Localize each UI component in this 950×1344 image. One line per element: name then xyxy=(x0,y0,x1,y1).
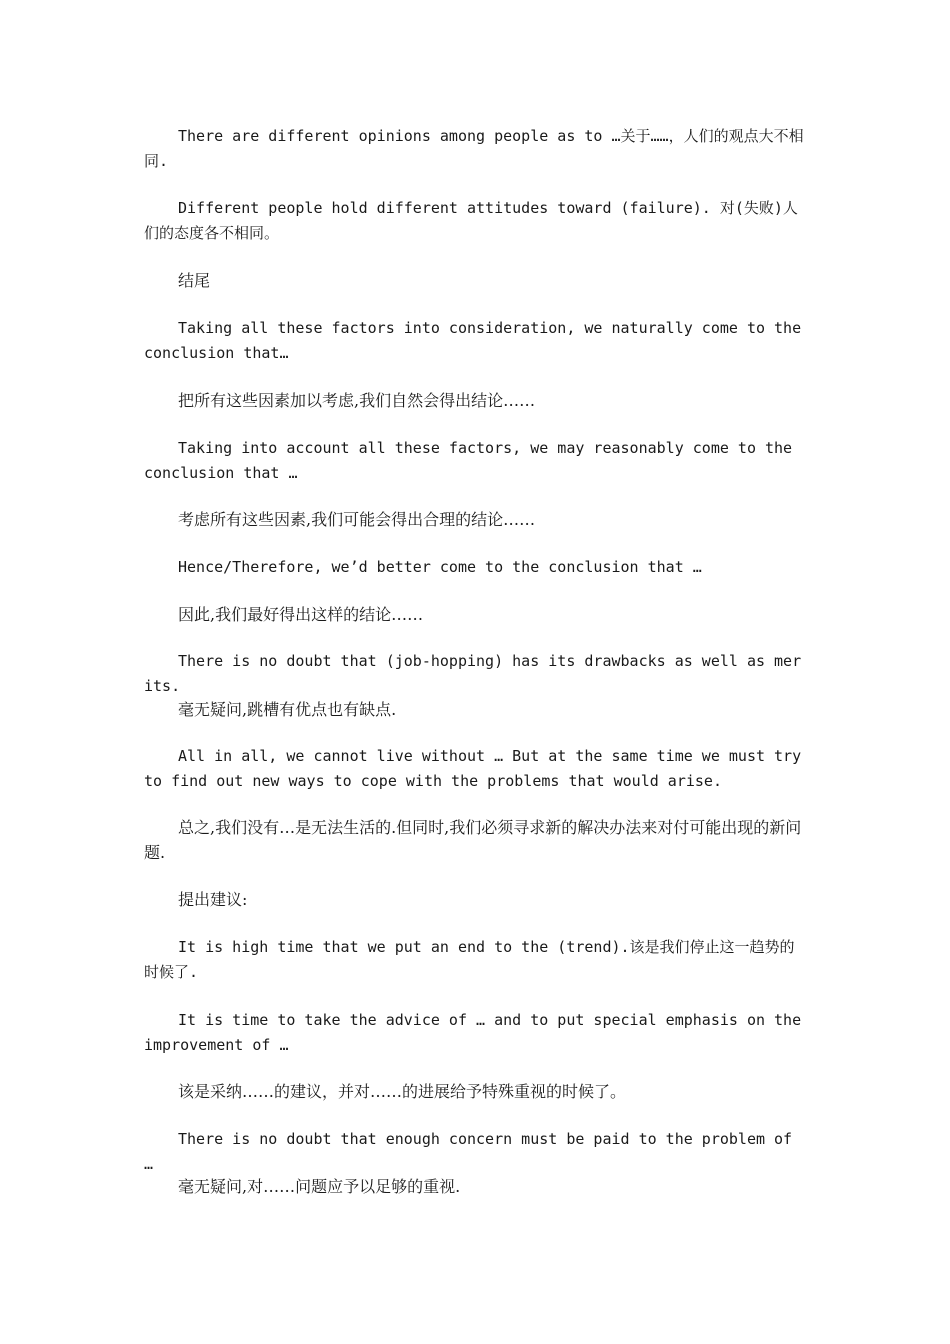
paragraph-hence-cn: 因此,我们最好得出这样的结论…… xyxy=(178,605,424,624)
paragraph-no-doubt-job-hopping-cn: 毫无疑问,跳槽有优点也有缺点. xyxy=(178,700,397,719)
paragraph-all-in-all-cn: 总之,我们没有…是无法生活的.但同时,我们必须寻求新的解决办法来对付可能出现的新问题. xyxy=(144,818,802,862)
paragraph-take-advice-cn: 该是采纳……的建议，并对……的进展给予特殊重视的时候了。 xyxy=(178,1082,627,1101)
paragraph-taking-into-account-cn: 考虑所有这些因素,我们可能会得出合理的结论…… xyxy=(178,510,536,529)
paragraph-attitudes: Different people hold different attitudes toward (failure). 对(失败)人们的态度各不相同。 xyxy=(144,199,798,242)
paragraph-take-advice: It is time to take the advice of … and to put special emphasis on the improvement of … xyxy=(144,1011,802,1054)
paragraph-taking-factors: Taking all these factors into consideration, we naturally come to the conclusion that… xyxy=(144,319,802,362)
paragraph-taking-into-account: Taking into account all these factors, we may reasonably come to the conclusion that … xyxy=(144,439,793,482)
paragraph-all-in-all: All in all, we cannot live without … But at the same time we must try to find out new ways to cope with the problems that would arise. xyxy=(144,747,802,790)
paragraph-hence: Hence/Therefore, we’d better come to the conclusion that … xyxy=(178,558,702,576)
paragraph-enough-concern-cn: 毫无疑问,对……问题应予以足够的重视. xyxy=(178,1177,461,1196)
paragraph-enough-concern: There is no doubt that enough concern must be paid to the problem of … xyxy=(144,1130,793,1173)
section-heading-ending: 结尾 xyxy=(178,271,211,290)
paragraph-high-time: It is high time that we put an end to the (trend).该是我们停止这一趋势的时候了. xyxy=(144,938,795,981)
section-heading-suggestions: 提出建议: xyxy=(178,890,248,909)
paragraph-taking-factors-cn: 把所有这些因素加以考虑,我们自然会得出结论…… xyxy=(178,391,536,410)
paragraph-opinions: There are different opinions among people as to …关于……，人们的观点大不相同. xyxy=(144,127,804,170)
paragraph-no-doubt-job-hopping: There is no doubt that (job-hopping) has its drawbacks as well as merits. xyxy=(144,652,802,695)
